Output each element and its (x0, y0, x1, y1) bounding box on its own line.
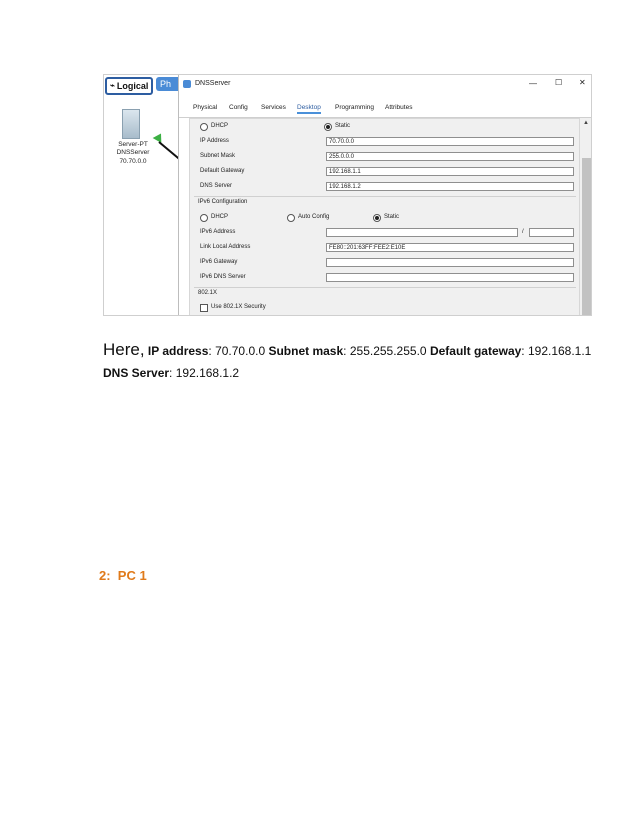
ip-address-term: IP address (147, 344, 209, 358)
dot1x-section-title: 802.1X (198, 290, 218, 296)
link-local-field[interactable]: FE80::201:63FF:FEE2:E10E (326, 243, 574, 252)
link-local-label: Link Local Address (200, 244, 251, 250)
caption-line-2 (103, 366, 603, 380)
minimize-button[interactable]: — (529, 79, 537, 88)
dot1x-checkbox[interactable] (200, 304, 208, 312)
device-type-label: Server-PT (118, 141, 148, 148)
device-name-label: DNSServer (116, 149, 150, 156)
default-gateway-term: Default gateway (429, 344, 522, 358)
ipv6-auto-config-label: Auto Config (298, 214, 330, 220)
ipv4-dhcp-radio[interactable] (200, 123, 208, 131)
ipv4-static-label: Static (335, 123, 351, 129)
app-icon (183, 80, 191, 88)
device-config-dialog (178, 75, 592, 315)
subnet-mask-field[interactable]: 255.0.0.0 (326, 152, 574, 161)
scroll-up-icon[interactable]: ▲ (583, 120, 589, 126)
here-word: Here, (103, 340, 145, 359)
dns-server-field[interactable]: 192.168.1.2 (326, 182, 574, 191)
ipv6-dns-label: IPv6 DNS Server (200, 274, 246, 280)
logical-view-tab[interactable] (105, 77, 153, 95)
default-gateway-value: : 192.168.1.1 (521, 344, 592, 358)
dialog-tabs (179, 103, 592, 118)
subnet-mask-label: Subnet Mask (200, 153, 236, 159)
close-button[interactable]: ✕ (579, 78, 586, 87)
section-divider (194, 196, 576, 197)
subnet-mask-term: Subnet mask (268, 344, 344, 358)
scroll-thumb[interactable] (582, 158, 591, 315)
scrollbar[interactable] (579, 118, 592, 315)
tab-physical[interactable]: Physical (193, 104, 218, 111)
caption-line-1 (103, 340, 603, 360)
default-gateway-label: Default Gateway (200, 168, 245, 174)
prefix-separator: / (522, 229, 524, 235)
logical-view-icon: ⌁ (110, 81, 115, 90)
ipv6-dhcp-radio[interactable] (200, 214, 208, 222)
tab-services[interactable]: Services (261, 104, 286, 111)
tab-desktop[interactable]: Desktop (297, 104, 321, 114)
ip-address-label: IP Address (200, 138, 229, 144)
subnet-mask-value: : 255.255.255.0 (343, 344, 427, 358)
ipv6-address-label: IPv6 Address (200, 229, 236, 235)
dialog-titlebar (179, 75, 592, 93)
ipv6-prefix-field[interactable] (529, 228, 574, 237)
ipv4-dhcp-label: DHCP (211, 123, 229, 129)
dns-server-label: DNS Server (200, 183, 233, 189)
ipv6-gateway-label: IPv6 Gateway (200, 259, 238, 265)
dns-server-value: : 192.168.1.2 (169, 366, 240, 380)
ipv6-gateway-field[interactable] (326, 258, 574, 267)
section-divider (194, 287, 576, 288)
maximize-button[interactable]: ☐ (555, 78, 563, 87)
tab-attributes[interactable]: Attributes (385, 104, 413, 111)
dialog-title: DNSServer (195, 80, 231, 87)
ipv6-dns-field[interactable] (326, 273, 574, 282)
ip-address-field[interactable]: 70.70.0.0 (326, 137, 574, 146)
device-ip-label: 70.70.0.0 (119, 158, 147, 165)
section-heading: 2: PC 1 (99, 568, 147, 583)
dns-server-term: DNS Server (103, 366, 170, 380)
ipv6-address-field[interactable] (326, 228, 518, 237)
ip-configuration-panel (189, 118, 581, 316)
caption (103, 340, 603, 380)
server-icon[interactable] (122, 109, 140, 139)
packet-tracer-screenshot (103, 74, 592, 316)
physical-view-tab[interactable]: Ph (156, 77, 182, 91)
logical-view-label: Logical (116, 81, 149, 91)
ipv4-static-radio[interactable] (324, 123, 332, 131)
ipv6-static-radio[interactable] (373, 214, 381, 222)
ipv6-dhcp-label: DHCP (211, 214, 229, 220)
dot1x-checkbox-label: Use 802.1X Security (211, 304, 266, 310)
tab-programming[interactable]: Programming (335, 104, 375, 111)
default-gateway-field[interactable]: 192.168.1.1 (326, 167, 574, 176)
ipv6-section-title: IPv6 Configuration (198, 199, 248, 205)
ipv6-static-label: Static (384, 214, 400, 220)
ipv6-auto-config-radio[interactable] (287, 214, 295, 222)
logical-workspace (104, 75, 182, 315)
tab-config[interactable]: Config (229, 104, 248, 111)
ip-address-value: : 70.70.0.0 (208, 344, 266, 358)
